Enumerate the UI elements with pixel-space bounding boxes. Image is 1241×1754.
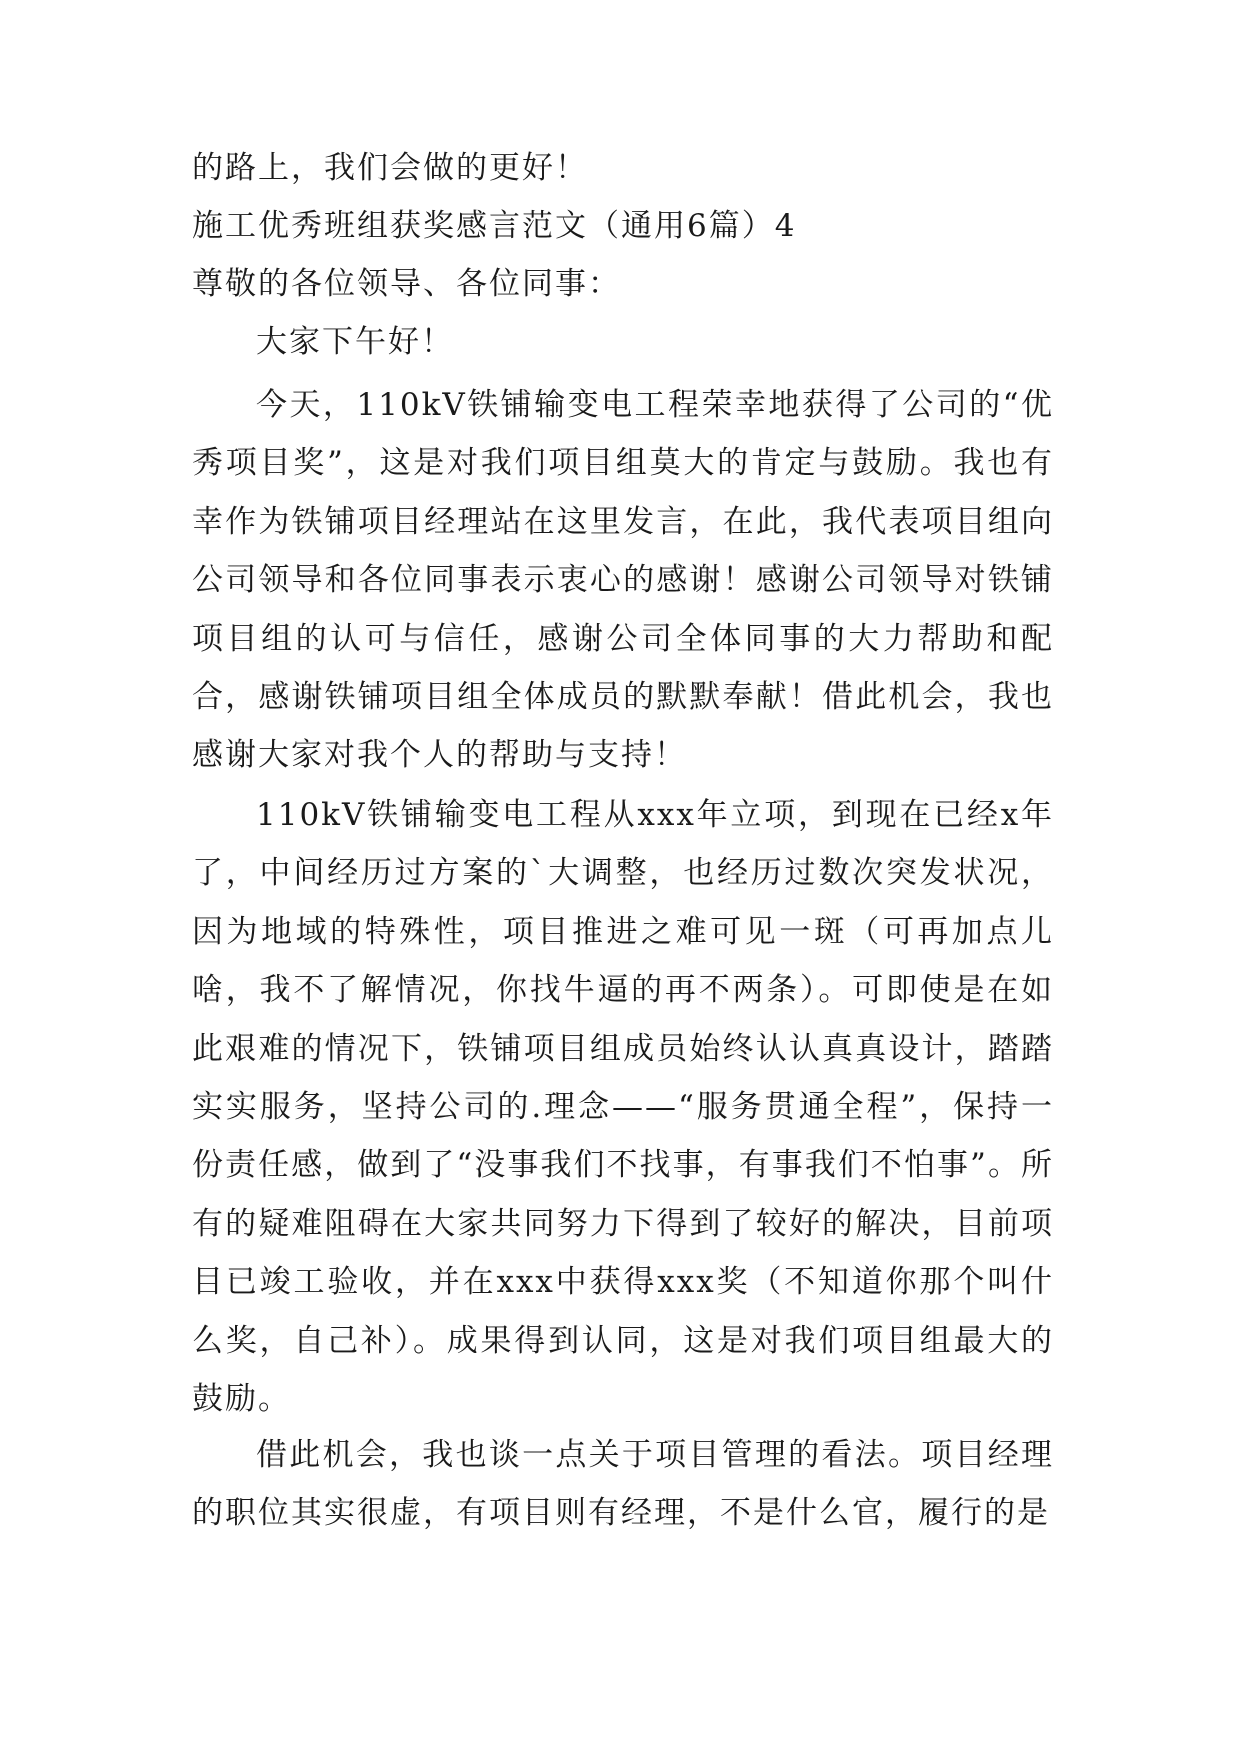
paragraph-1: 今天，110kV铁铺输变电工程荣幸地获得了公司的“优秀项目奖”，这是对我们项目组莫大的肯定与鼓励。我也有幸作为铁铺项目经理站在这里发言，在此，我代表项目组向公司领导和各位同事表示衷心的感谢！感谢公司领导对铁铺项目组的认可与信任，感谢公司全体同事的大力帮助和配合，感谢铁铺项目组全体成员的默默奉献！借此机会，我也感谢大家对我个人的帮助与支持！ [192, 387, 1054, 774]
paragraph-3: 借此机会，我也谈一点关于项目管理的看法。项目经理的职位其实很虚，有项目则有经理，不是什么官，履行的是 [192, 1437, 1054, 1532]
salutation: 尊敬的各位领导、各位同事： [192, 266, 621, 302]
greeting: 大家下午好！ [256, 324, 454, 360]
section-title: 施工优秀班组获奖感言范文（通用6篇）4 [192, 208, 797, 244]
paragraph-2: 110kV铁铺输变电工程从xxx年立项，到现在已经x年了，中间经历过方案的`大调整，也经历过数次突发状况，因为地域的特殊性，项目推进之难可见一斑（可再加点儿啥，我不了解情况，你找牛逼的再不两条）。可即使是在如此艰难的情况下，铁铺项目组成员始终认认真真设计，踏踏实实服务，坚持公司的.理念——“服务贯通全程”，保持一份责任感，做到了“没事我们不找事，有事我们不怕事”。所有的疑难阻碍在大家共同努力下得到了较好的解决，目前项目已竣工验收，并在xxx中获得xxx奖（不知道你那个叫什么奖，自己补）。成果得到认同，这是对我们项目组最大的鼓励。 [192, 797, 1054, 1418]
continuation-line: 的路上，我们会做的更好！ [192, 150, 588, 186]
